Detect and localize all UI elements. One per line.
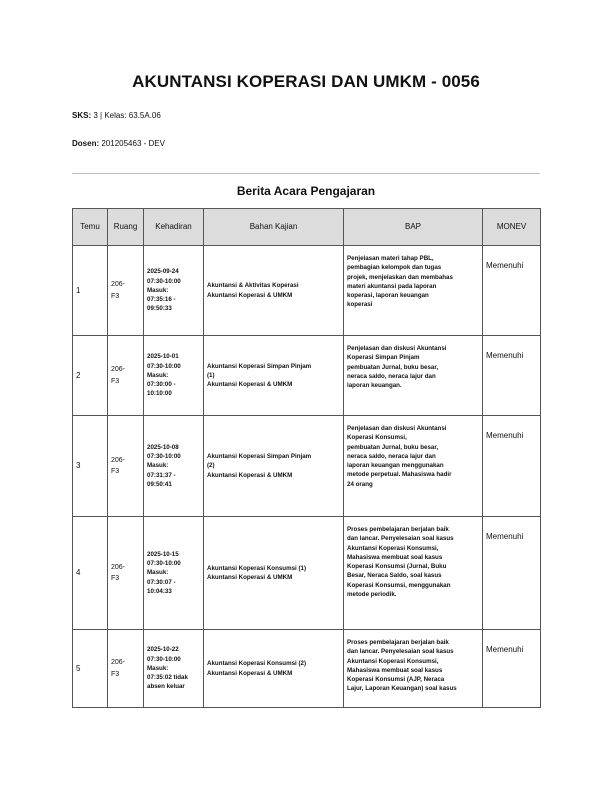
ruang-line: F3 <box>111 377 120 385</box>
kehadiran-line: Masuk: <box>147 569 169 577</box>
section-title: Berita Acara Pengajaran <box>236 184 376 198</box>
kehadiran-line: 09:50:33 <box>147 305 172 313</box>
col-header-temu: Temu <box>73 209 108 246</box>
bap-line: metode perpetual. Mahasiswa hadir <box>347 471 452 479</box>
kehadiran-line: 07:30-10:00 <box>147 277 181 285</box>
bahan-line: Akuntansi & Aktivitas Koperasi <box>207 282 299 290</box>
bap-line: Akuntansi Koperasi Konsumsi, <box>347 544 439 552</box>
kehadiran-line: Masuk: <box>147 286 169 294</box>
table-row <box>73 630 541 708</box>
bahan-line: (2) <box>207 462 215 470</box>
dosen-label: Dosen: <box>72 139 100 148</box>
table-row <box>73 246 541 336</box>
kehadiran-line: 07:30-10:00 <box>147 655 181 663</box>
bap-line: Koperasi Simpan Pinjam <box>347 354 420 362</box>
bap-line: Penjelasan dan diskusi Akuntansi <box>347 425 447 432</box>
dosen-value: 201205463 - DEV <box>101 139 165 148</box>
cell-bap <box>344 336 483 416</box>
col-header-bap: BAP <box>344 209 483 246</box>
table-row <box>73 336 541 416</box>
bahan-line: Akuntansi Koperasi Konsumsi (2) <box>207 660 307 668</box>
sks-kelas-line <box>72 111 161 120</box>
bap-line: Akuntansi Koperasi Konsumsi, <box>347 657 439 665</box>
kehadiran-line: 2025-10-15 <box>147 550 179 558</box>
bahan-line: Akuntansi Koperasi Konsumsi (1) <box>207 564 307 572</box>
cell-bahan-kajian <box>204 517 344 630</box>
col-header-kehadiran: Kehadiran <box>144 209 204 246</box>
kehadiran-line: 10:04:33 <box>147 587 172 595</box>
bap-line: metode periodik. <box>347 591 397 599</box>
kehadiran-line: Masuk: <box>147 664 169 672</box>
cell-bahan-kajian <box>204 630 344 708</box>
cell-bap <box>344 416 483 517</box>
kehadiran-line: 09:50:41 <box>147 480 172 488</box>
ruang-line: F3 <box>111 468 120 475</box>
kehadiran-line: 2025-10-22 <box>147 646 179 654</box>
bap-line: materi akuntansi pada laporan <box>347 282 437 290</box>
bahan-line: Akuntansi Koperasi Simpan Pinjam <box>207 362 312 370</box>
kehadiran-line: 07:35:02 tidak <box>147 674 188 682</box>
ruang-line: F3 <box>111 292 120 300</box>
cell-ruang <box>108 336 144 416</box>
bahan-line: Akuntansi Koperasi & UMKM <box>207 381 293 389</box>
cell-temu: 4 <box>73 517 108 630</box>
cell-bahan-kajian <box>204 416 344 517</box>
bap-line: Proses pembelajaran berjalan baik <box>347 639 449 646</box>
bap-line: pembuatan Jurnal, buku besar, <box>347 363 439 371</box>
ruang-line: 206- <box>111 456 126 464</box>
cell-temu: 5 <box>73 630 108 708</box>
kehadiran-line: 07:30-10:00 <box>147 560 181 568</box>
bap-line: Koperasi Konsumsi (Jurnal, Buku <box>347 563 447 571</box>
table-row <box>73 416 541 517</box>
cell-ruang <box>108 630 144 708</box>
bap-line: Mahasiswa membuat soal kasus <box>347 666 443 674</box>
cell-bap <box>344 630 483 708</box>
bap-line: koperasi <box>347 301 373 309</box>
bap-line: Lajur, Laporan Keuangan) soal kasus <box>347 685 457 693</box>
ruang-line: F3 <box>111 575 120 582</box>
bap-line: Penjelasan dan diskusi Akuntansi <box>347 345 447 352</box>
kehadiran-line: Masuk: <box>147 462 169 470</box>
table-header-row <box>73 209 541 246</box>
sks-label: SKS: <box>72 111 92 120</box>
ruang-line: 206- <box>111 366 126 374</box>
cell-monev: Memenuhi <box>483 246 541 336</box>
col-header-monev: MONEV <box>483 209 541 246</box>
cell-monev: Memenuhi <box>483 630 541 708</box>
bap-line: 24 orang <box>347 480 373 488</box>
bap-line: Proses pembelajaran berjalan baik <box>347 526 449 533</box>
table-body <box>73 246 541 708</box>
kehadiran-line: 07:30-10:00 <box>147 362 181 370</box>
cell-ruang <box>108 246 144 336</box>
kehadiran-line: 07:30:07 - <box>147 578 176 586</box>
table-row <box>73 517 541 630</box>
bap-line: dan lancar. Penyelesaian soal kasus <box>347 648 454 656</box>
bap-line: projek, menjelaskan dan membahas <box>347 273 453 281</box>
col-header-bahan-kajian: Bahan Kajian <box>204 209 344 246</box>
bap-line: laporan keuangan. <box>347 382 402 390</box>
cell-monev: Memenuhi <box>483 336 541 416</box>
bap-line: laporan keuangan menggunakan <box>347 462 444 470</box>
kehadiran-line: 2025-09-24 <box>147 268 179 276</box>
cell-kehadiran <box>144 630 204 708</box>
cell-bap <box>344 517 483 630</box>
cell-temu: 1 <box>73 246 108 336</box>
cell-monev: Memenuhi <box>483 416 541 517</box>
bap-line: Besar, Neraca Saldo, soal kasus <box>347 572 442 580</box>
cell-kehadiran <box>144 517 204 630</box>
bap-line: Mahasiswa membuat soal kasus <box>347 553 443 561</box>
kehadiran-line: 07:30-10:00 <box>147 453 181 461</box>
cell-ruang <box>108 416 144 517</box>
bap-line: Koperasi Konsumsi (AJP, Neraca <box>347 676 445 684</box>
cell-kehadiran <box>144 416 204 517</box>
col-header-ruang: Ruang <box>108 209 144 246</box>
bahan-line: Akuntansi Koperasi & UMKM <box>207 291 293 299</box>
kehadiran-line: 07:35:16 - <box>147 296 176 304</box>
cell-bap <box>344 246 483 336</box>
kehadiran-line: 07:31:37 - <box>147 471 176 479</box>
kehadiran-line: absen keluar <box>147 683 185 691</box>
ruang-line: 206- <box>111 281 126 289</box>
dosen-line <box>72 139 165 148</box>
ruang-line: F3 <box>111 670 120 678</box>
bap-line: pembuatan Jurnal, buku besar, <box>347 443 439 451</box>
bap-line: Koperasi Konsumsi, <box>347 434 407 442</box>
divider <box>72 173 540 174</box>
cell-kehadiran <box>144 246 204 336</box>
bahan-line: Akuntansi Koperasi & UMKM <box>207 669 293 677</box>
kehadiran-line: Masuk: <box>147 371 169 379</box>
bahan-line: Akuntansi Koperasi & UMKM <box>207 471 293 479</box>
cell-ruang <box>108 517 144 630</box>
bap-line: Koperasi Konsumsi, menggunakan <box>347 581 451 589</box>
kehadiran-line: 2025-10-01 <box>147 353 179 361</box>
page-title: AKUNTANSI KOPERASI DAN UMKM - 0056 <box>132 72 480 91</box>
ruang-line: 206- <box>111 659 126 667</box>
cell-kehadiran <box>144 336 204 416</box>
bap-line: dan lancar. Penyelesaian soal kasus <box>347 535 454 543</box>
cell-temu: 3 <box>73 416 108 517</box>
sks-kelas-value: 3 | Kelas: 63.5A.06 <box>93 111 161 120</box>
bahan-line: Akuntansi Koperasi & UMKM <box>207 574 293 581</box>
bap-line: neraca saldo, neraca lajur dan <box>347 452 436 460</box>
cell-bahan-kajian <box>204 246 344 336</box>
bap-line: koperasi, laporan keuangan <box>347 292 429 300</box>
kehadiran-line: 2025-10-08 <box>147 443 179 451</box>
kehadiran-line: 10:10:00 <box>147 390 172 398</box>
bahan-line: (1) <box>207 371 215 379</box>
bap-table <box>72 208 541 708</box>
cell-monev: Memenuhi <box>483 517 541 630</box>
bap-line: Penjelasan materi tahap PBL, <box>347 255 434 262</box>
cell-temu: 2 <box>73 336 108 416</box>
bap-line: pembagian kelompok dan tugas <box>347 264 442 272</box>
kehadiran-line: 07:30:00 - <box>147 381 176 389</box>
ruang-line: 206- <box>111 563 126 571</box>
bap-line: neraca saldo, neraca lajur dan <box>347 372 436 380</box>
cell-bahan-kajian <box>204 336 344 416</box>
bahan-line: Akuntansi Koperasi Simpan Pinjam <box>207 453 312 461</box>
